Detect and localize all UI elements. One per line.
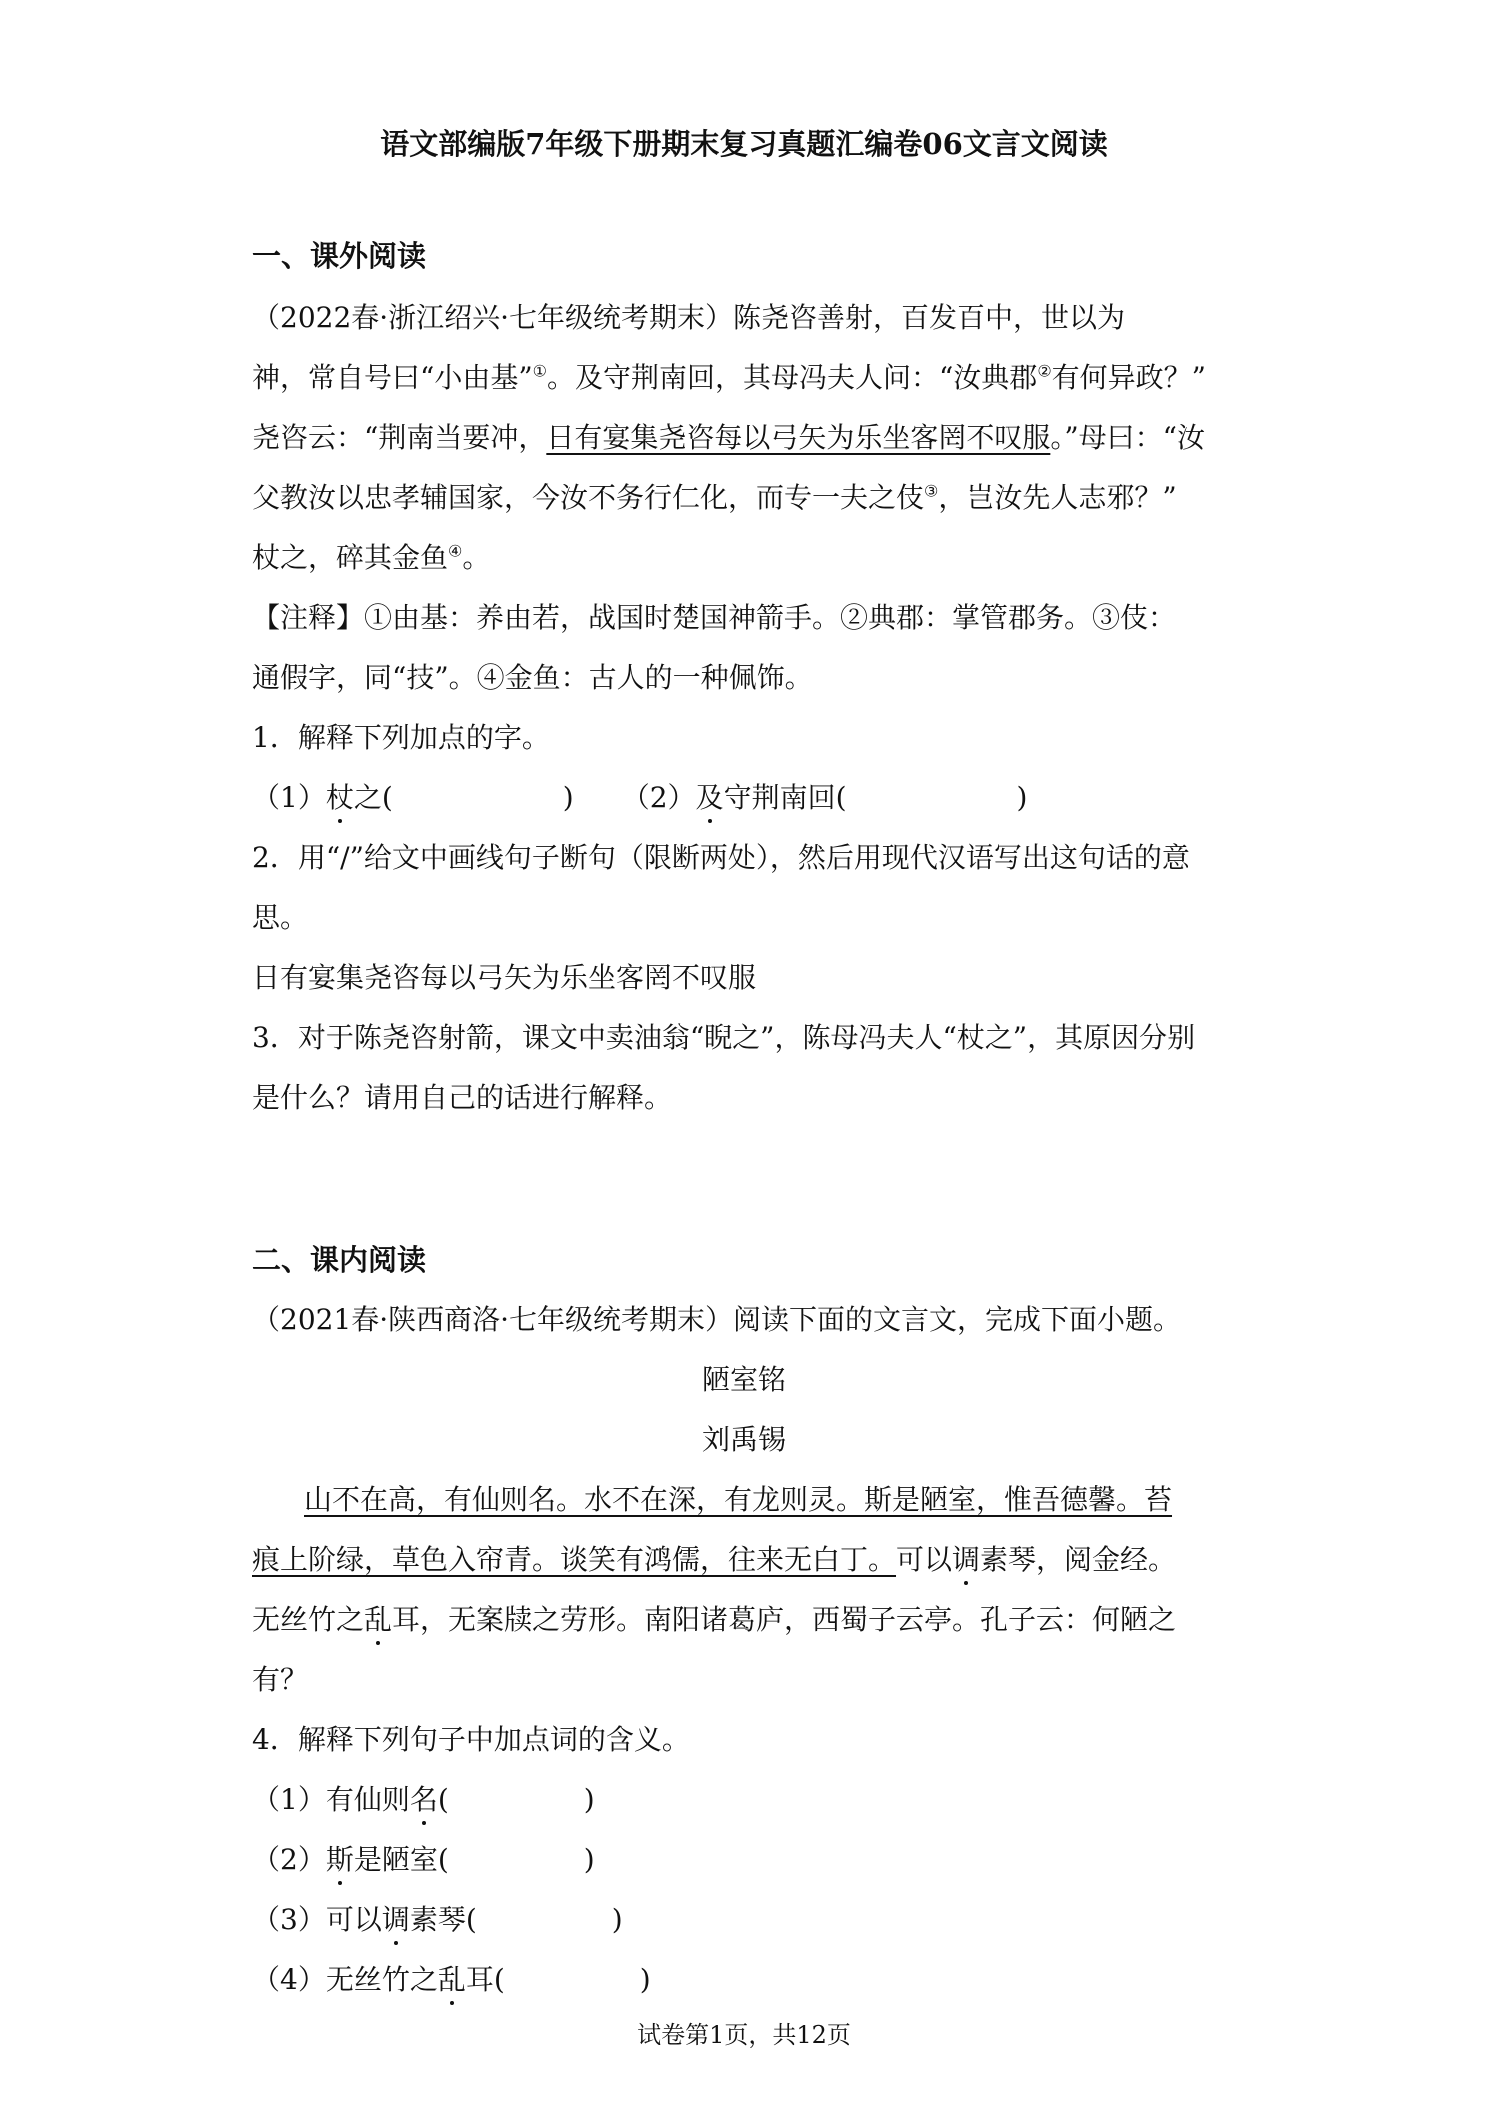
dotted-char: 杖 <box>326 778 354 818</box>
q4-item-text: 素琴( <box>409 1903 477 1936</box>
passage1-text-a: （2022春·浙江绍兴·七年级统考期末）陈尧咨善射，百发百中，世以为 <box>252 301 1126 334</box>
bracket-close: ) <box>583 1783 595 1816</box>
dotted-char: 调 <box>952 1540 980 1580</box>
q1-item2-number: （2） <box>621 781 696 814</box>
dotted-char: 及 <box>696 778 724 818</box>
bracket-open: ( <box>437 1783 449 1816</box>
q4-item2 <box>252 1840 595 1880</box>
passage1-line1 <box>252 298 1238 338</box>
dotted-char: 调 <box>382 1900 410 1940</box>
q1-item1-number: （1） <box>252 781 326 814</box>
bracket-close: ) <box>639 1963 651 1996</box>
question-2-line2: 思。 <box>252 901 309 934</box>
question-3-line1: 3．对于陈尧咨射箭，课文中卖油翁“睨之”，陈母冯夫人“杖之”，其原因分别 <box>252 1021 1196 1054</box>
poem-line3 <box>252 1600 1176 1640</box>
underlined-sentence: 日有宴集尧咨每以弓矢为乐坐客罔不叹服 <box>546 421 1051 454</box>
passage1-line4 <box>252 478 1177 518</box>
passage1-text-c1: 尧咨云：“荆南当要冲， <box>252 421 547 454</box>
passage1-text-b2: 。及守荆南回，其母冯夫人问：“汝典郡 <box>546 361 1038 394</box>
dotted-char: 斯 <box>326 1840 354 1880</box>
annotation-line2: 通假字，同“技”。④金鱼：古人的一种佩饰。 <box>252 661 813 694</box>
dotted-char: 乱 <box>364 1600 392 1640</box>
page-footer: 试卷第1页，共12页 <box>637 2021 851 2049</box>
passage1-line5 <box>252 538 490 578</box>
poem-text: 可以 <box>896 1543 953 1576</box>
passage1-text-d1: 父教汝以忠孝辅国家，今汝不务行仁化，而专一夫之伎 <box>252 481 925 514</box>
page-title: 语文部编版7年级下册期末复习真题汇编卷06文言文阅读 <box>380 127 1108 161</box>
poem-line4: 有？ <box>252 1663 309 1696</box>
dotted-char: 乱 <box>438 1960 466 2000</box>
q4-item-number: （2） <box>252 1843 326 1876</box>
poem-underlined-1: 山不在高，有仙则名。水不在深，有龙则灵。斯是陋室，惟吾德馨。苔 <box>304 1483 1173 1516</box>
q4-item-text: 耳( <box>465 1963 505 1996</box>
passage1-text-e2: 。 <box>462 541 491 574</box>
poem-line1 <box>304 1480 1172 1520</box>
poem-text: 素琴，阅金经。 <box>980 1543 1177 1576</box>
bracket-close: ) <box>1016 781 1028 814</box>
q4-item4 <box>252 1960 651 2000</box>
section2-intro: （2021春·陕西商洛·七年级统考期末）阅读下面的文言文，完成下面小题。 <box>252 1303 1182 1336</box>
question-1: 1．解释下列加点的字。 <box>252 721 550 754</box>
question-3-line2: 是什么？请用自己的话进行解释。 <box>252 1081 673 1114</box>
poem-text: 耳，无案牍之劳形。南阳诸葛庐，西蜀子云亭。孔子云：何陋之 <box>392 1603 1177 1636</box>
poem-line2 <box>252 1540 1176 1580</box>
annotation-line1: 【注释】①由基：养由若，战国时楚国神箭手。②典郡：掌管郡务。③伎： <box>252 601 1177 634</box>
question-2-line1: 2．用“/”给文中画线句子断句（限断两处），然后用现代汉语写出这句话的意 <box>252 841 1190 874</box>
passage1-text-c2: 。”母曰：“汝 <box>1050 421 1205 454</box>
bracket-close: ) <box>611 1903 623 1936</box>
passage1-line3 <box>252 418 1205 458</box>
passage1-line2 <box>252 358 1206 398</box>
q4-item-text: （4）无丝竹之 <box>252 1963 438 1996</box>
question-2-sentence: 日有宴集尧咨每以弓矢为乐坐客罔不叹服 <box>252 961 757 994</box>
section1-heading: 一、课外阅读 <box>252 239 427 273</box>
q4-item-text: （1）有仙则 <box>252 1783 410 1816</box>
footnote-ref-4: ④ <box>448 541 463 561</box>
footnote-ref-2: ② <box>1037 361 1052 381</box>
q4-item3 <box>252 1900 623 1940</box>
q4-item-text: 是陋室( <box>353 1843 449 1876</box>
question-4: 4．解释下列句子中加点词的含义。 <box>252 1723 690 1756</box>
poem-text: 无丝竹之 <box>252 1603 365 1636</box>
q1-item1-text: 之( <box>353 781 393 814</box>
q4-item-text: （3）可以 <box>252 1903 382 1936</box>
passage1-text-b1: 神，常自号曰“小由基” <box>252 361 533 394</box>
bracket-close: ) <box>583 1843 595 1876</box>
q1-item2-text: 守荆南回( <box>723 781 847 814</box>
passage1-text-d2: ，岂汝先人志邪？” <box>938 481 1177 514</box>
question-1-items <box>252 778 1027 818</box>
passage1-text-b3: 有何异政？” <box>1051 361 1206 394</box>
poem-title: 陋室铭 <box>701 1363 786 1396</box>
section2-heading: 二、课内阅读 <box>252 1243 427 1277</box>
poem-author: 刘禹锡 <box>701 1423 786 1456</box>
footnote-ref-1: ① <box>532 361 547 381</box>
footnote-ref-3: ③ <box>924 481 939 501</box>
q4-item1 <box>252 1780 595 1820</box>
passage1-text-e1: 杖之，碎其金鱼 <box>252 541 449 574</box>
poem-underlined-2: 痕上阶绿，草色入帘青。谈笑有鸿儒，往来无白丁。 <box>252 1543 897 1576</box>
dotted-char: 名 <box>410 1780 438 1820</box>
bracket-close: ) <box>562 781 574 814</box>
